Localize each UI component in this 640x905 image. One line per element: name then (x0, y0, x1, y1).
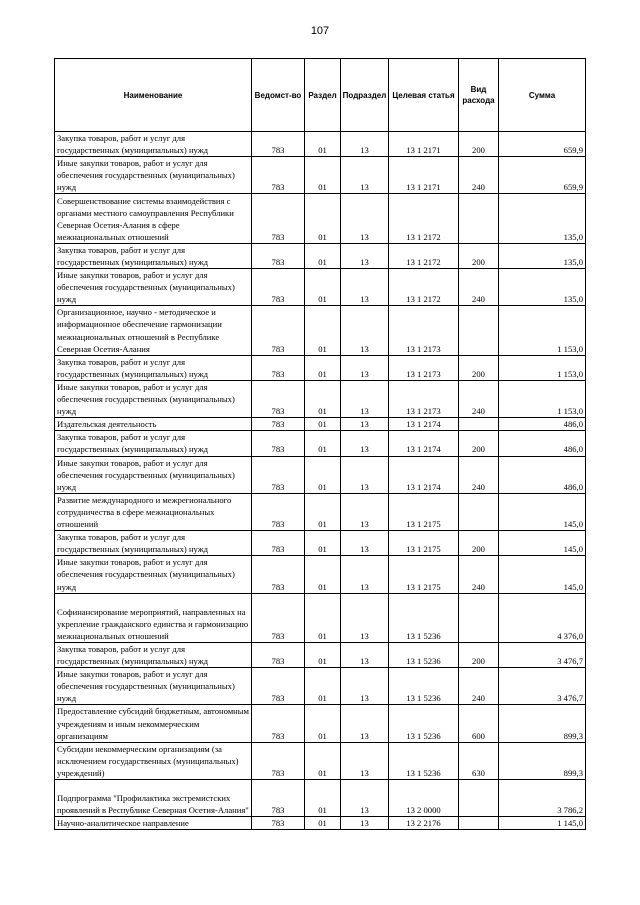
cell-expense: 200 (459, 642, 499, 667)
cell-expense: 630 (459, 742, 499, 779)
cell-sum: 145,0 (499, 531, 586, 556)
table-row (55, 642, 586, 667)
cell-subsection: 13 (341, 817, 389, 830)
cell-subsection: 13 (341, 431, 389, 456)
cell-target: 13 1 5236 (389, 742, 459, 779)
cell-name: Иные закупки товаров, работ и услуг для обеспечения государственных (муниципальных) нужд (55, 556, 252, 593)
cell-target: 13 1 5236 (389, 642, 459, 667)
table-row (55, 132, 586, 157)
cell-target: 13 1 2171 (389, 157, 459, 194)
cell-sum: 3 476,7 (499, 668, 586, 705)
cell-expense: 240 (459, 556, 499, 593)
table-row (55, 456, 586, 493)
cell-sum: 4 376,0 (499, 593, 586, 642)
table-row (55, 431, 586, 456)
cell-section: 01 (305, 157, 341, 194)
cell-expense: 200 (459, 431, 499, 456)
cell-expense (459, 493, 499, 530)
cell-name: Закупка товаров, работ и услуг для государственных (муниципальных) нужд (55, 642, 252, 667)
cell-dept: 783 (252, 642, 305, 667)
cell-name: Издательская деятельность (55, 418, 252, 431)
cell-section: 01 (305, 742, 341, 779)
table-row (55, 817, 586, 830)
cell-target: 13 1 5236 (389, 668, 459, 705)
cell-name: Иные закупки товаров, работ и услуг для обеспечения государственных (муниципальных) нужд (55, 668, 252, 705)
table-header-row (55, 59, 586, 132)
cell-section: 01 (305, 355, 341, 380)
table-row (55, 380, 586, 417)
cell-target: 13 1 2171 (389, 132, 459, 157)
cell-target: 13 2 0000 (389, 780, 459, 817)
cell-target: 13 1 2175 (389, 531, 459, 556)
header-expense: Вид расхода (459, 59, 499, 132)
cell-dept: 783 (252, 355, 305, 380)
cell-sum: 899,3 (499, 742, 586, 779)
cell-target: 13 1 2173 (389, 380, 459, 417)
cell-expense: 600 (459, 705, 499, 742)
cell-subsection: 13 (341, 556, 389, 593)
cell-name: Закупка товаров, работ и услуг для государственных (муниципальных) нужд (55, 431, 252, 456)
cell-subsection: 13 (341, 668, 389, 705)
table-row (55, 556, 586, 593)
budget-table (54, 58, 586, 830)
cell-name: Закупка товаров, работ и услуг для государственных (муниципальных) нужд (55, 132, 252, 157)
cell-subsection: 13 (341, 780, 389, 817)
cell-name: Закупка товаров, работ и услуг для государственных (муниципальных) нужд (55, 531, 252, 556)
cell-section: 01 (305, 493, 341, 530)
table-body (55, 132, 586, 830)
cell-dept: 783 (252, 742, 305, 779)
cell-section: 01 (305, 817, 341, 830)
cell-expense: 200 (459, 132, 499, 157)
cell-sum: 486,0 (499, 418, 586, 431)
cell-target: 13 1 5236 (389, 593, 459, 642)
cell-section: 01 (305, 243, 341, 268)
cell-section: 01 (305, 642, 341, 667)
cell-expense: 200 (459, 243, 499, 268)
cell-dept: 783 (252, 593, 305, 642)
cell-section: 01 (305, 132, 341, 157)
cell-subsection: 13 (341, 306, 389, 355)
table-row (55, 355, 586, 380)
cell-subsection: 13 (341, 418, 389, 431)
cell-expense: 240 (459, 269, 499, 306)
cell-section: 01 (305, 593, 341, 642)
table-row (55, 418, 586, 431)
cell-sum: 1 153,0 (499, 380, 586, 417)
table-row (55, 593, 586, 642)
page-number: 107 (310, 25, 330, 37)
cell-name: Иные закупки товаров, работ и услуг для обеспечения государственных (муниципальных) нужд (55, 157, 252, 194)
cell-subsection: 13 (341, 194, 389, 243)
cell-target: 13 1 2174 (389, 456, 459, 493)
cell-dept: 783 (252, 418, 305, 431)
header-target: Целевая статья (389, 59, 459, 132)
cell-subsection: 13 (341, 493, 389, 530)
cell-name: Софинансирование мероприятий, направленных на укрепление гражданского единства и гармонизацию межнациональных отношений (55, 593, 252, 642)
cell-sum: 659,9 (499, 157, 586, 194)
cell-section: 01 (305, 456, 341, 493)
header-name: Наименование (55, 59, 252, 132)
cell-sum: 145,0 (499, 493, 586, 530)
header-section: Раздел (305, 59, 341, 132)
cell-dept: 783 (252, 243, 305, 268)
cell-target: 13 1 2175 (389, 493, 459, 530)
cell-expense (459, 306, 499, 355)
cell-expense (459, 194, 499, 243)
cell-subsection: 13 (341, 705, 389, 742)
cell-target: 13 1 5236 (389, 705, 459, 742)
cell-sum: 486,0 (499, 456, 586, 493)
cell-sum: 899,3 (499, 705, 586, 742)
cell-sum: 3 786,2 (499, 780, 586, 817)
cell-expense (459, 817, 499, 830)
table-row (55, 780, 586, 817)
cell-name: Иные закупки товаров, работ и услуг для обеспечения государственных (муниципальных) нужд (55, 380, 252, 417)
cell-section: 01 (305, 556, 341, 593)
table-row (55, 531, 586, 556)
cell-expense: 200 (459, 355, 499, 380)
cell-subsection: 13 (341, 531, 389, 556)
cell-target: 13 1 2172 (389, 194, 459, 243)
cell-name: Развитие международного и межрегионального сотрудничества в сфере межнациональных отношений (55, 493, 252, 530)
cell-name: Закупка товаров, работ и услуг для государственных (муниципальных) нужд (55, 243, 252, 268)
cell-section: 01 (305, 431, 341, 456)
cell-sum: 659,9 (499, 132, 586, 157)
table-row (55, 243, 586, 268)
header-subsection: Подраздел (341, 59, 389, 132)
cell-sum: 135,0 (499, 194, 586, 243)
cell-expense: 240 (459, 380, 499, 417)
cell-name: Научно-аналитическое направление (55, 817, 252, 830)
cell-section: 01 (305, 418, 341, 431)
cell-section: 01 (305, 531, 341, 556)
cell-expense (459, 593, 499, 642)
cell-dept: 783 (252, 194, 305, 243)
cell-sum: 1 145,0 (499, 817, 586, 830)
cell-sum: 135,0 (499, 243, 586, 268)
cell-name: Иные закупки товаров, работ и услуг для обеспечения государственных (муниципальных) нужд (55, 269, 252, 306)
cell-expense: 240 (459, 668, 499, 705)
cell-section: 01 (305, 269, 341, 306)
cell-name: Подпрограмма "Профилактика экстремистских проявлений в Республике Северная Осетия-Алания" (55, 780, 252, 817)
table-row (55, 269, 586, 306)
cell-subsection: 13 (341, 642, 389, 667)
cell-sum: 3 476,7 (499, 642, 586, 667)
cell-section: 01 (305, 306, 341, 355)
cell-subsection: 13 (341, 456, 389, 493)
cell-subsection: 13 (341, 243, 389, 268)
header-dept: Ведомст-во (252, 59, 305, 132)
table-row (55, 742, 586, 779)
cell-dept: 783 (252, 817, 305, 830)
cell-dept: 783 (252, 306, 305, 355)
cell-subsection: 13 (341, 380, 389, 417)
table-row (55, 157, 586, 194)
cell-target: 13 1 2172 (389, 243, 459, 268)
cell-target: 13 1 2174 (389, 418, 459, 431)
cell-target: 13 1 2172 (389, 269, 459, 306)
cell-subsection: 13 (341, 355, 389, 380)
cell-sum: 1 153,0 (499, 306, 586, 355)
cell-expense (459, 418, 499, 431)
cell-name: Субсидии некоммерческим организациям (за исключением государственных (муниципальных) учреждений) (55, 742, 252, 779)
cell-subsection: 13 (341, 593, 389, 642)
cell-target: 13 1 2173 (389, 355, 459, 380)
cell-section: 01 (305, 194, 341, 243)
cell-target: 13 1 2174 (389, 431, 459, 456)
cell-dept: 783 (252, 456, 305, 493)
cell-dept: 783 (252, 668, 305, 705)
table-row (55, 306, 586, 355)
table-row (55, 194, 586, 243)
cell-sum: 145,0 (499, 556, 586, 593)
header-sum: Сумма (499, 59, 586, 132)
cell-name: Организационное, научно - методическое и информационное обеспечение гармонизации межнациональных отношений в Республике Северная Осетия-Алания (55, 306, 252, 355)
cell-dept: 783 (252, 157, 305, 194)
cell-dept: 783 (252, 705, 305, 742)
cell-dept: 783 (252, 493, 305, 530)
cell-dept: 783 (252, 269, 305, 306)
cell-dept: 783 (252, 556, 305, 593)
cell-dept: 783 (252, 380, 305, 417)
cell-dept: 783 (252, 431, 305, 456)
cell-section: 01 (305, 780, 341, 817)
cell-target: 13 1 2175 (389, 556, 459, 593)
table-row (55, 705, 586, 742)
cell-subsection: 13 (341, 269, 389, 306)
cell-subsection: 13 (341, 132, 389, 157)
cell-sum: 1 153,0 (499, 355, 586, 380)
cell-section: 01 (305, 705, 341, 742)
cell-name: Предоставление субсидий бюджетным, автономным учреждениям и иным некоммерческим организациям (55, 705, 252, 742)
cell-dept: 783 (252, 780, 305, 817)
cell-expense: 240 (459, 456, 499, 493)
cell-expense (459, 780, 499, 817)
cell-target: 13 2 2176 (389, 817, 459, 830)
cell-name: Закупка товаров, работ и услуг для государственных (муниципальных) нужд (55, 355, 252, 380)
cell-dept: 783 (252, 531, 305, 556)
cell-target: 13 1 2173 (389, 306, 459, 355)
cell-section: 01 (305, 380, 341, 417)
cell-name: Иные закупки товаров, работ и услуг для обеспечения государственных (муниципальных) нужд (55, 456, 252, 493)
cell-name: Совершенствование системы взаимодействия с органами местного самоуправления Республики Северная Осетия-Алания в сфере межнациональных отношений (55, 194, 252, 243)
table-row (55, 493, 586, 530)
cell-subsection: 13 (341, 157, 389, 194)
cell-expense: 240 (459, 157, 499, 194)
cell-dept: 783 (252, 132, 305, 157)
cell-section: 01 (305, 668, 341, 705)
cell-sum: 135,0 (499, 269, 586, 306)
cell-expense: 200 (459, 531, 499, 556)
cell-sum: 486,0 (499, 431, 586, 456)
cell-subsection: 13 (341, 742, 389, 779)
table-row (55, 668, 586, 705)
